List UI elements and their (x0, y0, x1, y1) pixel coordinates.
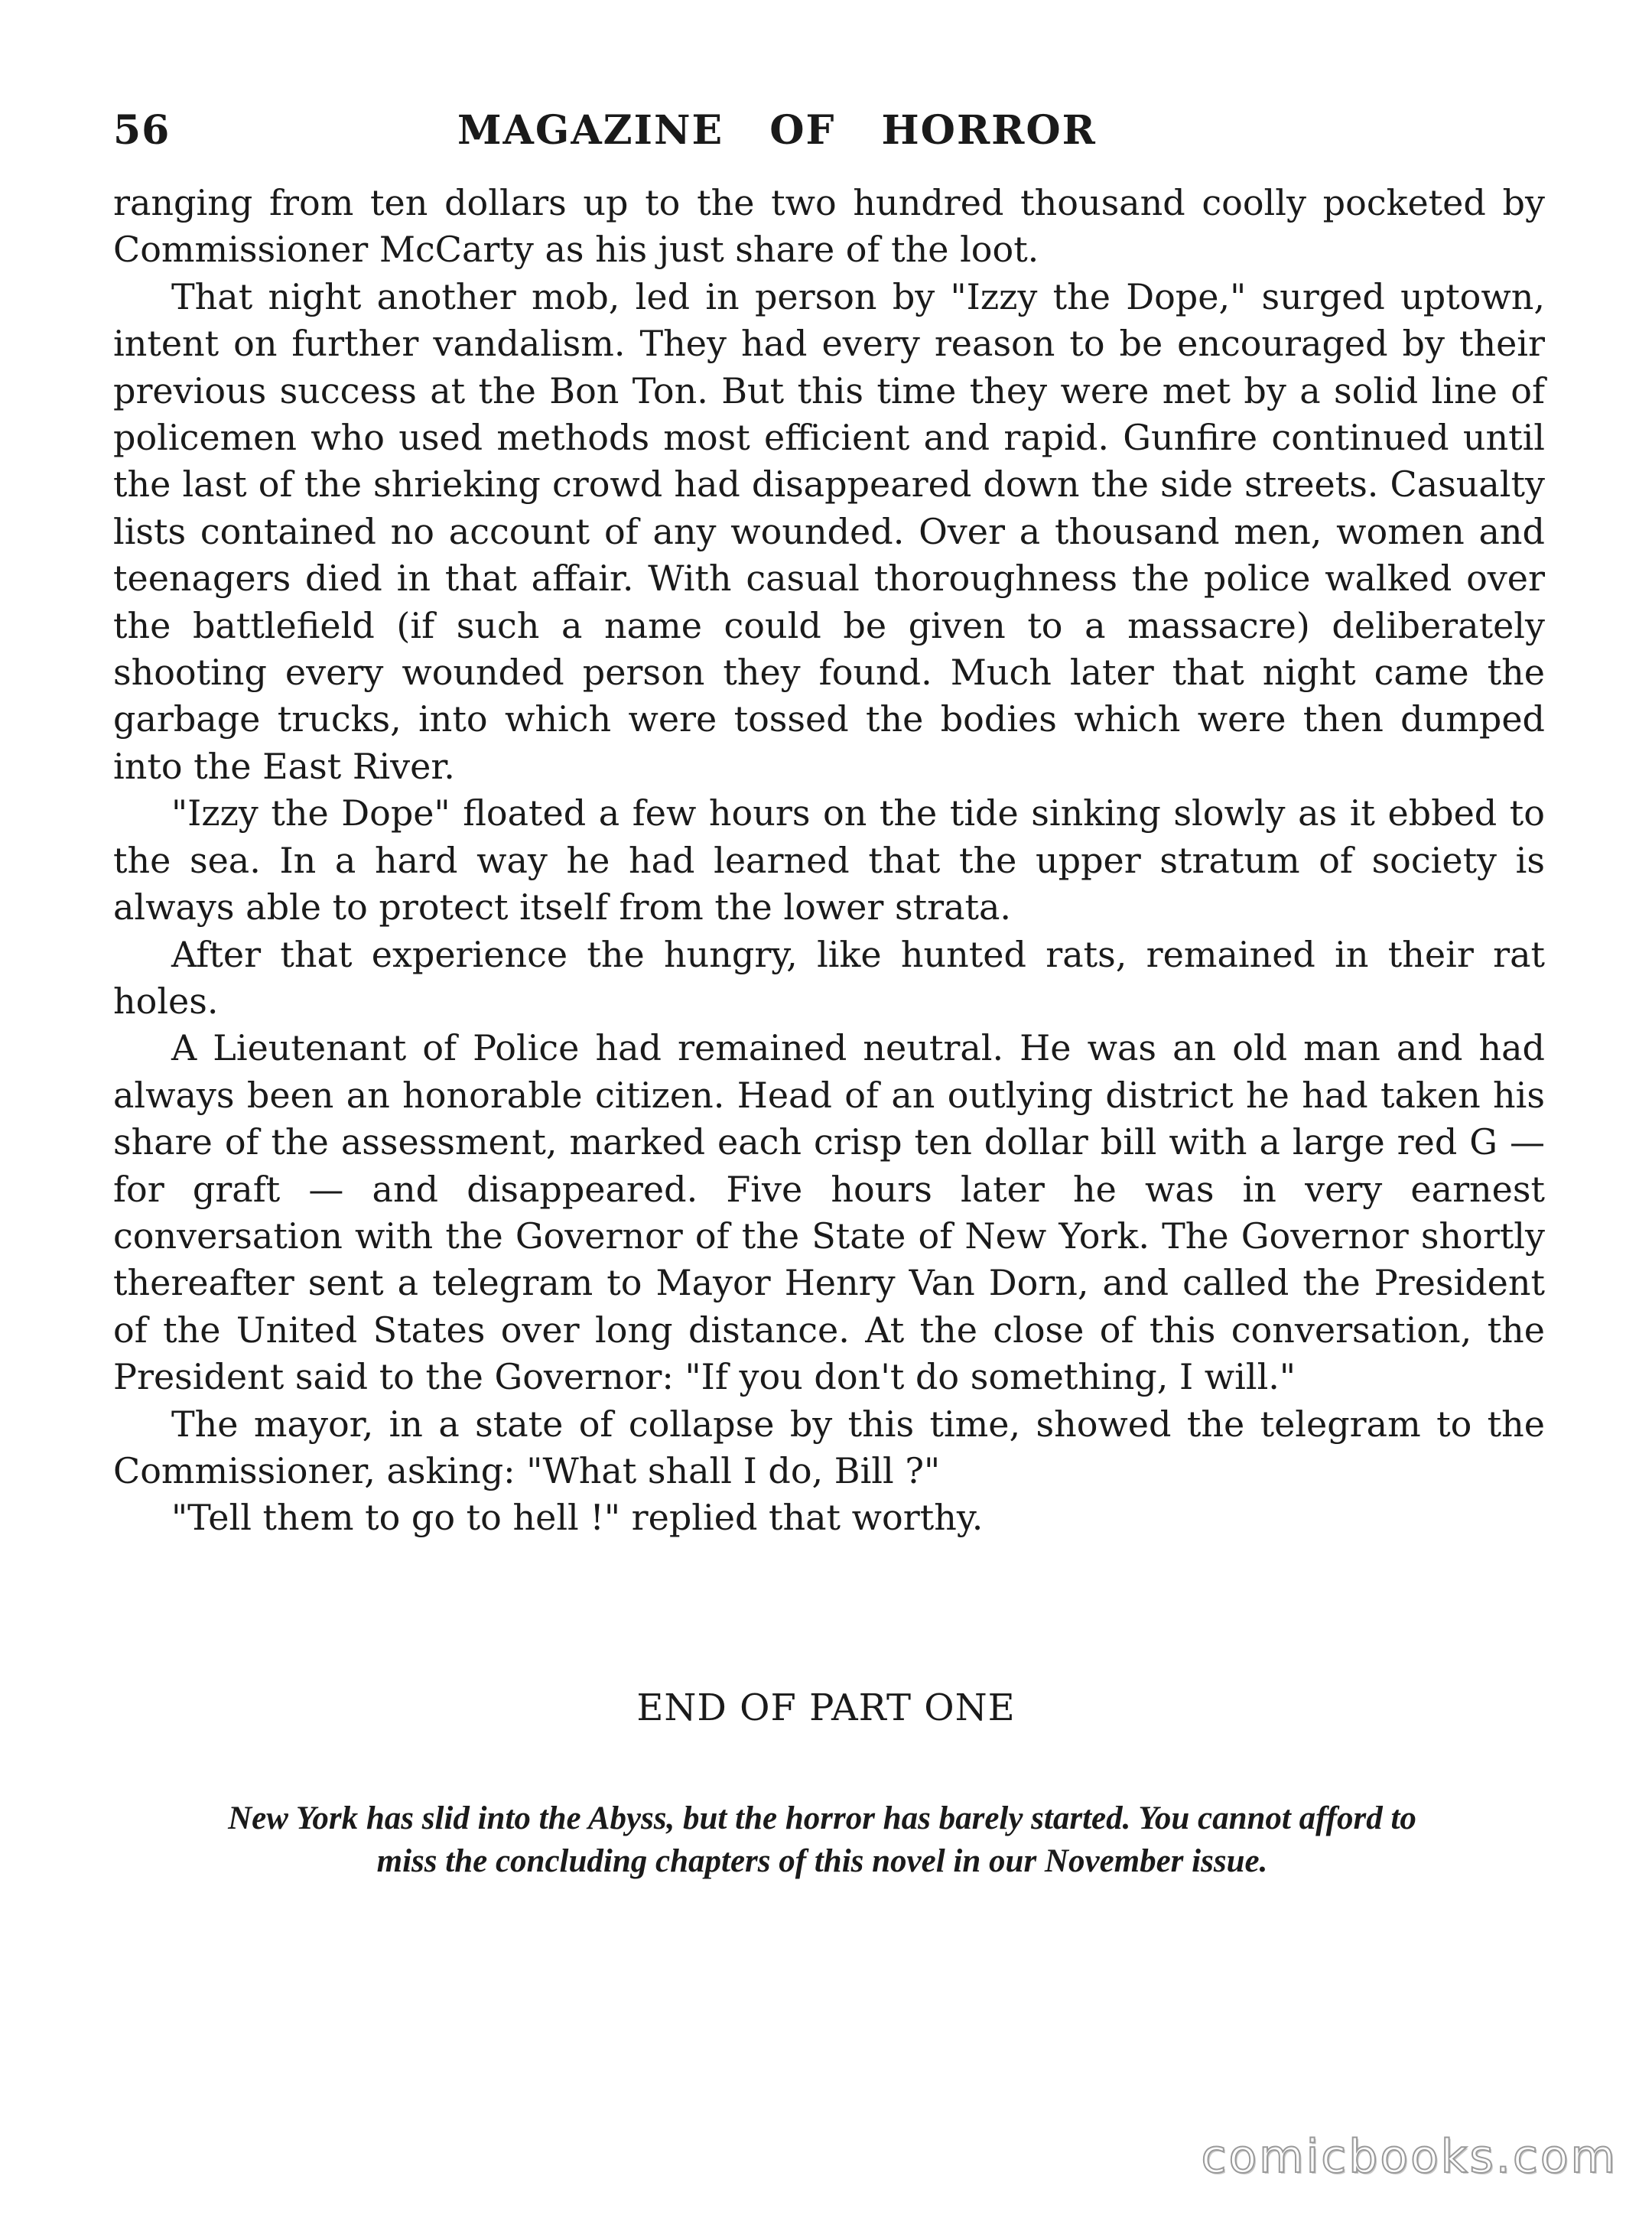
paragraph: The mayor, in a state of collapse by this time, showed the telegram to the Commissioner, asking: "What shall I do, Bill ?" (113, 1403, 1545, 1491)
running-title: MAGAZINE OF HORROR (457, 107, 1097, 154)
paragraph: ranging from ten dollars up to the two hundred thousand coolly pocketed by Commissioner McCarty as his just share of the loot. (113, 182, 1545, 271)
watermark-logo: comicbooks.com (1201, 2130, 1618, 2184)
paragraph: After that experience the hungry, like hunted rats, remained in their rat holes. (113, 933, 1545, 1022)
body-text (113, 180, 1545, 1542)
next-issue-blurb: New York has slid into the Abyss, but the horror has barely started. You cannot afford to miss the concluding chapters of this novel in our November issue. (228, 1800, 1416, 1879)
paragraph: "Izzy the Dope" floated a few hours on the tide sinking slowly as it ebbed to the sea. In a hard way he had learned that the upper stratum of society is always able to protect itself from the lower strata. (113, 792, 1545, 929)
paragraph: That night another mob, led in person by "Izzy the Dope," surged uptown, intent on further vandalism. They had every reason to be encouraged by their previous success at the Bon Ton. But this time they were met by a solid line of policemen who used methods most efficient and rapid. Gunfire continued until the last of the shrieking crowd had disappeared down the side streets. Casualty lists contained no account of any wounded. Over a thousand men, women and teenagers died in that affair. With casual thoroughness the police walked over the battlefield (if such a name could be given to a massacre) deliberately shooting every wounded person they found. Much later that night came the garbage trucks, into which were tossed the bodies which were then dumped into the East River. (113, 275, 1545, 787)
page-number: 56 (113, 107, 171, 154)
page-header (113, 107, 1543, 168)
paragraph: "Tell them to go to hell !" replied that worthy. (171, 1497, 984, 1539)
paragraph: A Lieutenant of Police had remained neutral. He was an old man and had always been an honorable citizen. Head of an outlying district he had taken his share of the assessment, marked each crisp ten dollar bill with a large red G — for graft — and disappeared. Five hours later he was in very earnest conversation with the Governor of the State of New York. The Governor shortly thereafter sent a telegram to Mayor Henry Van Dorn, and called the President of the United States over long distance. At the close of this conversation, the President said to the Governor: "If you don't do something, I will." (113, 1027, 1545, 1398)
end-of-part-heading: END OF PART ONE (636, 1686, 1016, 1729)
